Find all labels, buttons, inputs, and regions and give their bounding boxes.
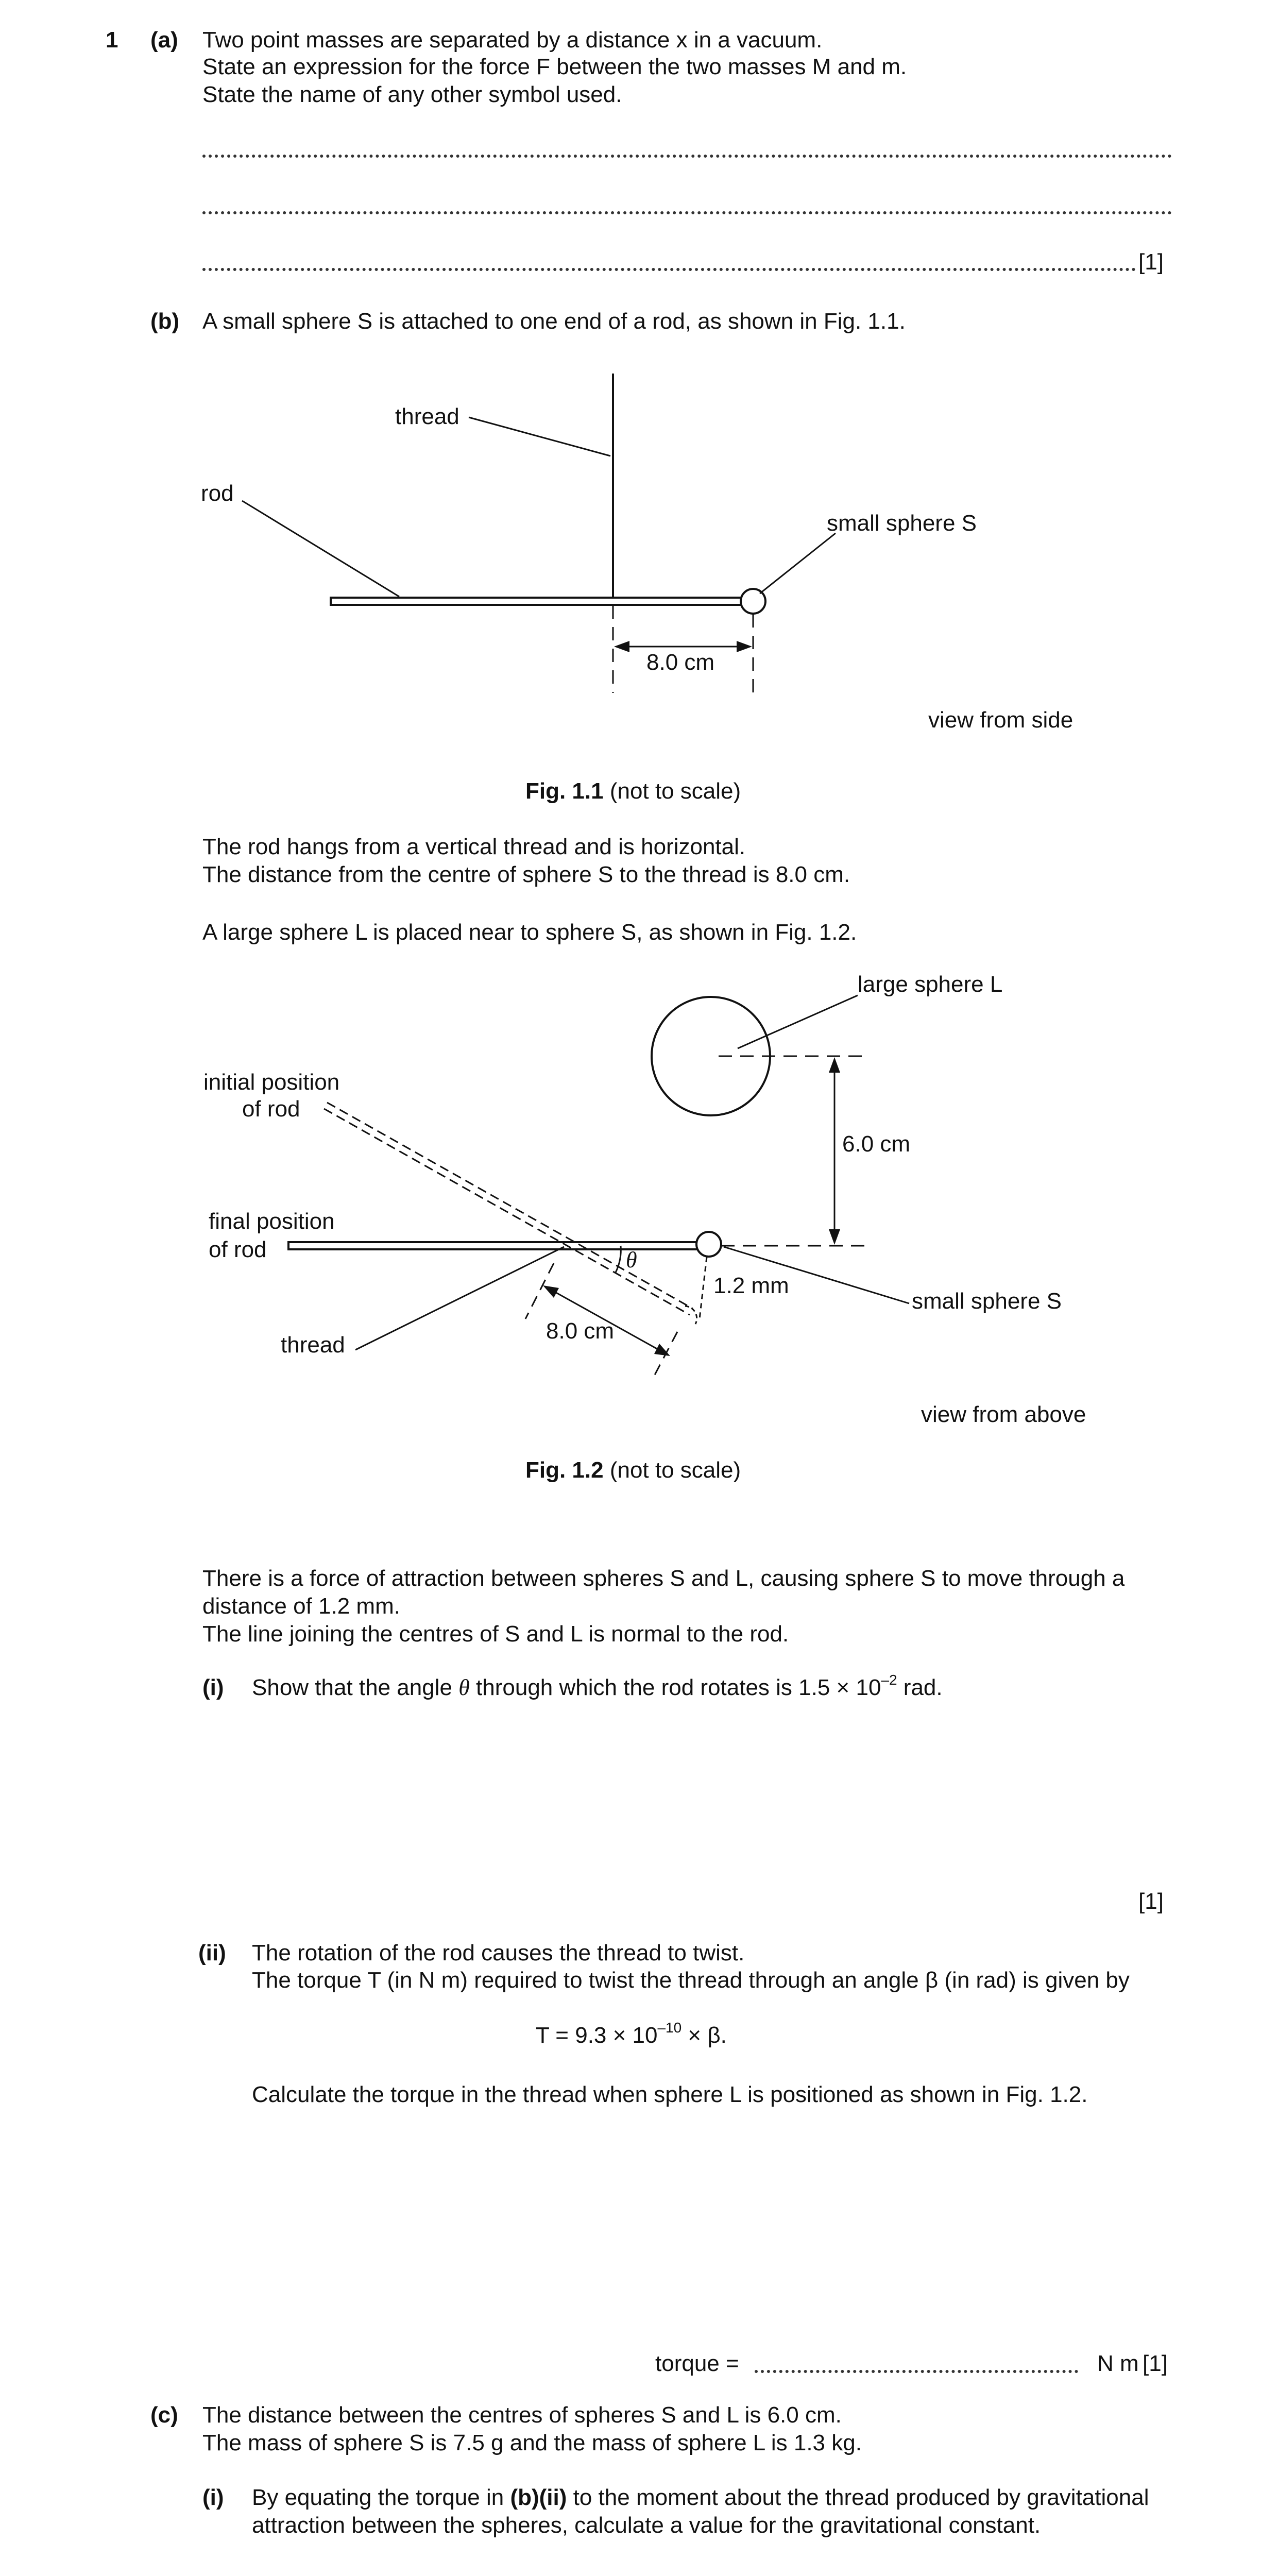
part-b-text-5: distance of 1.2 mm. — [202, 1594, 400, 1619]
part-a-line-3: State the name of any other symbol used. — [202, 82, 622, 107]
label-initial-line2: of rod — [242, 1096, 300, 1122]
label-small-sphere-fig12: small sphere S — [912, 1289, 1062, 1314]
label-view-side: view from side — [928, 707, 1073, 733]
part-b-text-4: There is a force of attraction between spheres S and L, causing sphere S to move through a — [202, 1566, 1125, 1591]
part-c-line1: The distance between the centres of spheres S and L is 6.0 cm. — [202, 2402, 842, 2428]
torque-unit: N m — [1097, 2351, 1139, 2376]
part-c-label: (c) — [150, 2402, 178, 2428]
part-b-i-text: Show that the angle θ through which the rod rotates is $1.5 \times 10^{-2}$ rad. — [252, 1672, 943, 1700]
torque-answer-label: torque = — [655, 2351, 739, 2376]
label-view-above: view from above — [921, 1402, 1086, 1427]
caption-fig-1-1: Fig. 1.1 (not to scale) — [525, 778, 741, 804]
part-b-ii-label: (ii) — [198, 1940, 226, 1965]
question-number: 1 — [106, 27, 118, 53]
part-b-i-label: (i) — [202, 1675, 224, 1700]
final-rod-shape — [288, 1242, 701, 1249]
label-large-sphere: large sphere L — [858, 972, 1003, 997]
part-b-ii-mark: [1] — [1143, 2351, 1168, 2376]
label-distance-fig11: 8.0 cm — [646, 650, 715, 675]
caption-fig-1-2: Fig. 1.2 (not to scale) — [525, 1458, 741, 1483]
label-final-line1: final position — [209, 1209, 335, 1234]
part-c-i-line2: attraction between the spheres, calculate a value for the gravitational constant. — [252, 2513, 1041, 2538]
label-distance-cm: 6.0 cm — [842, 1131, 911, 1157]
part-a-label: (a) — [150, 27, 178, 53]
part-b-text-2: The distance from the centre of sphere S to the thread is 8.0 cm. — [202, 862, 850, 887]
part-b-ii-line2: The torque T (in N m) required to twist the thread through an angle β (in rad) is given by — [252, 1968, 1130, 1993]
torque-answer-field[interactable] — [755, 2370, 1078, 2373]
label-thread-fig11: thread — [395, 404, 459, 429]
small-sphere-s-fig12-shape — [696, 1232, 721, 1257]
label-distance-mm: 1.2 mm — [713, 1273, 789, 1298]
part-b-ii-line3: Calculate the torque in the thread when sphere L is positioned as shown in Fig. 1.2. — [252, 2082, 1088, 2107]
part-a-line-2: State an expression for the force F between the two masses M and m. — [202, 54, 907, 79]
part-b-i-mark: [1] — [1138, 1889, 1164, 1914]
torque-equation: $T = 9.3 \times 10^{-10} \times \beta$. — [536, 2020, 727, 2048]
part-b-text-6: The line joining the centres of S and L is normal to the rod. — [202, 1621, 789, 1647]
part-b-ii-line1: The rotation of the rod causes the thread to twist. — [252, 1940, 745, 1965]
label-rod-fig11: rod — [201, 481, 234, 506]
label-final-line2: of rod — [209, 1237, 267, 1262]
part-c-i-line1: By equating the torque in (b)(ii) to the moment about the thread produced by gravitational — [252, 2485, 1149, 2510]
label-distance-rod: 8.0 cm — [546, 1318, 615, 1344]
label-initial-line1: initial position — [203, 1070, 340, 1095]
part-b-label: (b) — [150, 309, 180, 334]
part-a-mark: [1] — [1138, 249, 1164, 275]
part-c-line2: The mass of sphere S is 7.5 g and the mass of sphere L is 1.3 kg. — [202, 2430, 862, 2455]
part-b-text-1: The rod hangs from a vertical thread and is horizontal. — [202, 834, 746, 859]
label-theta: θ — [626, 1247, 637, 1273]
part-b-intro: A small sphere S is attached to one end of a rod, as shown in Fig. 1.1. — [202, 309, 906, 334]
label-thread-fig12: thread — [281, 1332, 345, 1358]
part-b-text-3: A large sphere L is placed near to sphere S, as shown in Fig. 1.2. — [202, 920, 857, 945]
label-small-sphere-fig11: small sphere S — [827, 511, 977, 536]
part-a-line-1: Two point masses are separated by a distance x in a vacuum. — [202, 27, 823, 53]
part-c-i-label: (i) — [202, 2485, 224, 2510]
